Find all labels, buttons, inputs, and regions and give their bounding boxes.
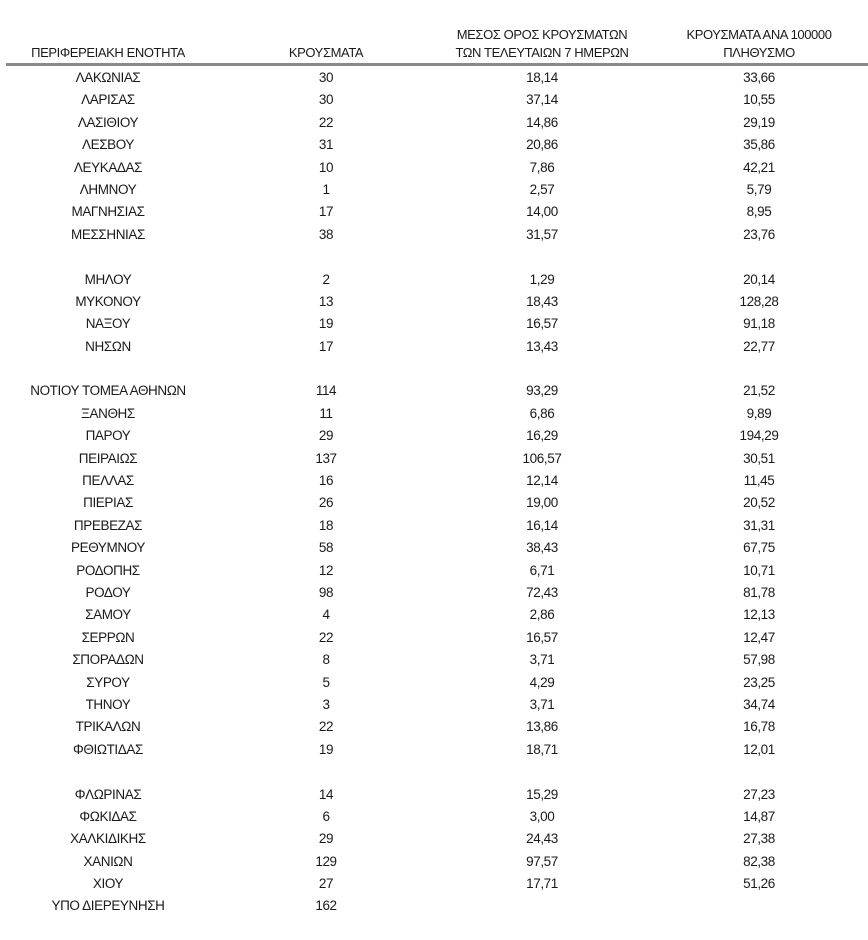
cases-cell: 22 <box>318 114 334 130</box>
avg-7-days-cell: 97,57 <box>526 853 558 869</box>
table-row <box>0 828 868 850</box>
cases-cell: 18 <box>318 517 334 533</box>
table-row <box>0 582 868 604</box>
avg-7-days-cell: 16,57 <box>526 629 558 645</box>
avg-7-days-cell: 2,86 <box>529 607 555 623</box>
region-cell: ΧΑΛΚΙΔΙΚΗΣ <box>70 831 146 847</box>
cases-cell: 4 <box>322 607 330 623</box>
avg-7-days-cell: 17,71 <box>526 876 558 892</box>
avg-7-days-cell: 38,43 <box>526 540 558 556</box>
table-row <box>0 784 868 806</box>
region-cell: ΛΗΜΝΟΥ <box>79 181 137 197</box>
avg-7-days-cell: 15,29 <box>526 786 558 802</box>
region-cell: ΝΟΤΙΟΥ ΤΟΜΕΑ ΑΘΗΝΩΝ <box>30 383 186 399</box>
region-cell: ΡΟΔΟΠΗΣ <box>76 562 140 578</box>
cases-cell: 1 <box>322 181 330 197</box>
region-cell: ΞΑΝΘΗΣ <box>81 405 135 421</box>
cases-cell: 3 <box>322 696 330 712</box>
table-row <box>0 604 868 626</box>
region-cell: ΤΡΙΚΑΛΩΝ <box>75 719 141 735</box>
table-row <box>0 269 868 291</box>
region-cell: ΥΠΟ ΔΙΕΡΕΥΝΗΣΗ <box>51 898 165 914</box>
per-100k-cell: 194,29 <box>739 428 779 444</box>
row-group <box>0 67 868 246</box>
table-row <box>0 627 868 649</box>
region-cell: ΧΙΟΥ <box>92 876 124 892</box>
region-cell: ΦΩΚΙΔΑΣ <box>79 808 137 824</box>
per-100k-cell: 12,01 <box>743 741 775 757</box>
table-row <box>0 672 868 694</box>
avg-7-days-cell: 13,43 <box>526 338 558 354</box>
row-group <box>0 269 868 359</box>
cases-cell: 29 <box>318 831 334 847</box>
cases-cell: 13 <box>318 293 334 309</box>
per-100k-cell: 5,79 <box>746 181 772 197</box>
per-100k-cell: 29,19 <box>743 114 775 130</box>
cases-cell: 17 <box>318 204 334 220</box>
avg-7-days-cell: 31,57 <box>526 226 558 242</box>
per-100k-cell: 23,25 <box>743 674 775 690</box>
cases-cell: 129 <box>315 853 337 869</box>
avg-7-days-cell: 37,14 <box>526 92 558 108</box>
per-100k-cell: 12,13 <box>743 607 775 623</box>
header-avg-7-days <box>455 26 628 62</box>
region-cell: ΛΕΣΒΟΥ <box>81 137 135 153</box>
table-header <box>0 26 868 64</box>
table-row <box>0 694 868 716</box>
per-100k-cell: 22,77 <box>743 338 775 354</box>
per-100k-cell: 42,21 <box>743 159 775 175</box>
region-cell: ΠΕΛΛΑΣ <box>82 473 134 489</box>
region-cell: ΛΑΣΙΘΙΟΥ <box>77 114 139 130</box>
table-row <box>0 157 868 179</box>
table-row <box>0 403 868 425</box>
per-100k-cell: 12,47 <box>743 629 775 645</box>
avg-7-days-cell: 24,43 <box>526 831 558 847</box>
region-cell: ΛΑΡΙΣΑΣ <box>81 92 135 108</box>
header-per-100k <box>686 26 831 62</box>
region-cell: ΧΑΝΙΩΝ <box>83 853 133 869</box>
row-group <box>0 380 868 761</box>
cases-cell: 29 <box>318 428 334 444</box>
region-cell: ΝΗΣΩΝ <box>85 338 131 354</box>
region-cell: ΦΛΩΡΙΝΑΣ <box>74 786 142 802</box>
per-100k-cell: 67,75 <box>743 540 775 556</box>
table-row <box>0 470 868 492</box>
avg-7-days-cell: 93,29 <box>526 383 558 399</box>
table-row <box>0 895 868 917</box>
avg-7-days-cell: 3,71 <box>529 652 555 668</box>
region-cell: ΡΟΔΟΥ <box>85 584 131 600</box>
cases-cell: 38 <box>318 226 334 242</box>
table-row <box>0 739 868 761</box>
table-row <box>0 179 868 201</box>
per-100k-cell: 31,31 <box>743 517 775 533</box>
avg-7-days-cell: 12,14 <box>526 473 558 489</box>
table-row <box>0 873 868 895</box>
region-cell: ΡΕΘΥΜΝΟΥ <box>71 540 145 556</box>
per-100k-cell: 8,95 <box>746 204 772 220</box>
table-body <box>0 67 868 940</box>
avg-7-days-cell: 2,57 <box>529 181 555 197</box>
per-100k-cell: 20,52 <box>743 495 775 511</box>
per-100k-cell: 81,78 <box>743 584 775 600</box>
avg-7-days-cell: 72,43 <box>526 584 558 600</box>
region-cell: ΜΑΓΝΗΣΙΑΣ <box>71 204 145 220</box>
region-cell: ΠΑΡΟΥ <box>85 428 131 444</box>
row-group <box>0 784 868 918</box>
cases-cell: 8 <box>322 652 330 668</box>
table-row <box>0 515 868 537</box>
header-cases: ΚΡΟΥΣΜΑΤΑ <box>288 45 364 60</box>
region-cell: ΤΗΝΟΥ <box>85 696 131 712</box>
cases-cell: 137 <box>315 450 337 466</box>
per-100k-cell: 27,38 <box>743 831 775 847</box>
avg-7-days-cell: 20,86 <box>526 137 558 153</box>
header-divider <box>6 63 868 66</box>
table-row <box>0 537 868 559</box>
cases-cell: 162 <box>315 898 337 914</box>
table-row <box>0 224 868 246</box>
per-100k-cell: 51,26 <box>743 876 775 892</box>
avg-7-days-cell: 13,86 <box>526 719 558 735</box>
per-100k-cell: 128,28 <box>739 293 779 309</box>
cases-cell: 11 <box>319 405 333 421</box>
table-row <box>0 134 868 156</box>
table-row <box>0 201 868 223</box>
table-row <box>0 425 868 447</box>
cases-cell: 98 <box>318 584 334 600</box>
per-100k-cell: 30,51 <box>743 450 775 466</box>
per-100k-cell: 34,74 <box>743 696 775 712</box>
per-100k-cell: 14,87 <box>743 808 775 824</box>
avg-7-days-cell: 106,57 <box>522 450 562 466</box>
per-100k-cell: 10,55 <box>743 92 775 108</box>
per-100k-cell: 21,52 <box>743 383 775 399</box>
per-100k-cell: 57,98 <box>743 652 775 668</box>
per-100k-cell: 10,71 <box>743 562 775 578</box>
region-cell: ΠΙΕΡΙΑΣ <box>83 495 133 511</box>
table-row <box>0 492 868 514</box>
avg-7-days-cell: 16,29 <box>526 428 558 444</box>
per-100k-cell: 35,86 <box>743 137 775 153</box>
table-row <box>0 112 868 134</box>
region-cell: ΛΑΚΩΝΙΑΣ <box>75 70 141 85</box>
avg-7-days-cell: 14,00 <box>526 204 558 220</box>
avg-7-days-cell: 16,57 <box>526 316 558 332</box>
header-per100k-line1: ΚΡΟΥΣΜΑΤΑ ΑΝΑ 100000 <box>686 27 832 42</box>
cases-cell: 26 <box>318 495 334 511</box>
per-100k-cell: 91,18 <box>743 316 775 332</box>
table-row <box>0 806 868 828</box>
table-row <box>0 291 868 313</box>
region-cell: ΛΕΥΚΑΔΑΣ <box>73 159 143 175</box>
table-row <box>0 716 868 738</box>
cases-cell: 19 <box>318 316 334 332</box>
per-100k-cell: 16,78 <box>743 719 775 735</box>
table-row <box>0 336 868 358</box>
region-cell: ΝΑΞΟΥ <box>85 316 131 332</box>
avg-7-days-cell: 18,71 <box>526 741 558 757</box>
table-row <box>0 313 868 335</box>
table-row <box>0 851 868 873</box>
cases-cell: 19 <box>318 741 334 757</box>
avg-7-days-cell: 6,71 <box>529 562 555 578</box>
cases-cell: 12 <box>318 562 334 578</box>
per-100k-cell: 20,14 <box>743 271 775 287</box>
table-row <box>0 448 868 470</box>
table-row <box>0 560 868 582</box>
header-region: ΠΕΡΙΦΕΡΕΙΑΚΗ ΕΝΟΤΗΤΑ <box>31 45 185 60</box>
avg-7-days-cell: 16,14 <box>526 517 558 533</box>
table-row <box>0 649 868 671</box>
region-cell: ΜΥΚΟΝΟΥ <box>75 293 141 309</box>
per-100k-cell: 82,38 <box>743 853 775 869</box>
header-per100k-line2: ΠΛΗΘΥΣΜΟ <box>723 45 795 60</box>
cases-cell: 30 <box>318 92 334 108</box>
cases-cell: 58 <box>318 540 334 556</box>
per-100k-cell: 27,23 <box>743 786 775 802</box>
avg-7-days-cell: 3,00 <box>529 808 555 824</box>
avg-7-days-cell: 7,86 <box>529 159 555 175</box>
table-row <box>0 380 868 402</box>
cases-cell: 6 <box>322 808 330 824</box>
cases-cell: 114 <box>315 383 337 399</box>
region-cell: ΜΗΛΟΥ <box>84 271 132 287</box>
avg-7-days-cell: 3,71 <box>529 696 555 712</box>
avg-7-days-cell: 4,29 <box>529 674 555 690</box>
cases-cell: 16 <box>318 473 334 489</box>
header-avg-line1: ΜΕΣΟΣ ΟΡΟΣ ΚΡΟΥΣΜΑΤΩΝ <box>456 27 628 42</box>
per-100k-cell: 9,89 <box>746 405 772 421</box>
per-100k-cell: 11,45 <box>743 473 775 489</box>
region-cell: ΣΑΜΟΥ <box>85 607 131 623</box>
cases-cell: 22 <box>318 629 334 645</box>
cases-cell: 17 <box>318 338 334 354</box>
table-row <box>0 89 868 111</box>
region-cell: ΣΥΡΟΥ <box>86 674 130 690</box>
table-row <box>0 67 868 89</box>
avg-7-days-cell: 6,86 <box>529 405 555 421</box>
cases-cell: 10 <box>318 159 334 175</box>
avg-7-days-cell: 18,14 <box>526 70 558 85</box>
per-100k-cell: 23,76 <box>743 226 775 242</box>
avg-7-days-cell: 14,86 <box>526 114 558 130</box>
region-cell: ΣΕΡΡΩΝ <box>81 629 135 645</box>
cases-cell: 14 <box>318 786 334 802</box>
region-cell: ΣΠΟΡΑΔΩΝ <box>72 652 144 668</box>
avg-7-days-cell: 18,43 <box>526 293 558 309</box>
region-cell: ΠΕΙΡΑΙΩΣ <box>78 450 138 466</box>
avg-7-days-cell: 1,29 <box>529 271 555 287</box>
cases-cell: 27 <box>318 876 334 892</box>
region-cell: ΦΘΙΩΤΙΔΑΣ <box>73 741 143 757</box>
region-cell: ΠΡΕΒΕΖΑΣ <box>73 517 143 533</box>
per-100k-cell: 33,66 <box>743 70 775 85</box>
region-cell: ΜΕΣΣΗΝΙΑΣ <box>71 226 145 242</box>
cases-cell: 30 <box>318 70 334 85</box>
header-avg-line2: ΤΩΝ ΤΕΛΕΥΤΑΙΩΝ 7 ΗΜΕΡΩΝ <box>455 45 629 60</box>
cases-cell: 22 <box>318 719 334 735</box>
avg-7-days-cell: 19,00 <box>526 495 558 511</box>
cases-cell: 2 <box>322 271 330 287</box>
cases-cell: 5 <box>322 674 330 690</box>
cases-cell: 31 <box>318 137 334 153</box>
